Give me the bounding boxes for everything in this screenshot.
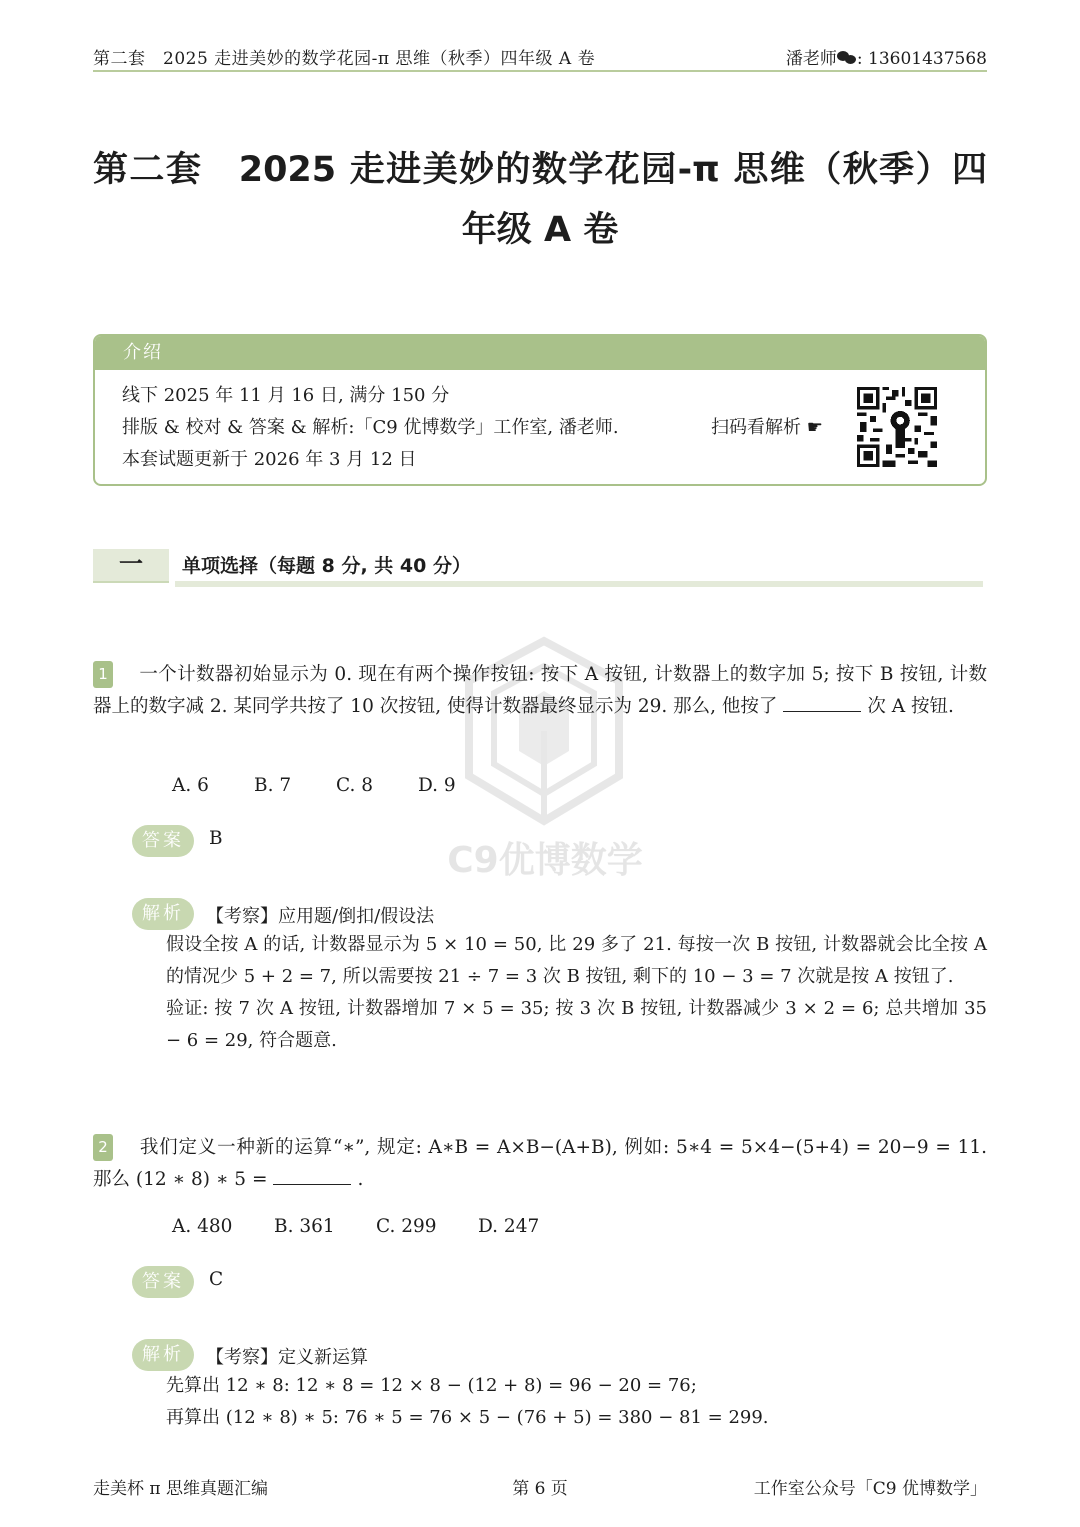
answer-value: C xyxy=(209,1269,224,1290)
analysis-paragraph: 验证: 按 7 次 A 按钮, 计数器增加 7 × 5 = 35; 按 3 次 B 按钮, 计数器减少 3 × 2 = 6; 总共增加 35 − 6 = 29, 符合题意. xyxy=(166,998,987,1051)
question-stem-end: 次 A 按钮. xyxy=(867,696,954,717)
footer-right: 工作室公众号「C9 优博数学」 xyxy=(753,1479,987,1499)
header-phone: : 13601437568 xyxy=(856,49,987,69)
analysis-paragraph: 假设全按 A 的话, 计数器显示为 5 × 10 = 50, 比 29 多了 21. 每按一次 B 按钮, 计数器就会比全按 A 的情况少 5 + 2 = 7, 所以需要按 21 ÷ 7 = 3 次 B 按钮, 剩下的 10 − 3 = 7 次就是按 A 按钮了. xyxy=(166,934,987,987)
analysis-topic: 【考察】应用题/倒扣/假设法 xyxy=(206,906,435,927)
analysis-paragraph: 先算出 12 ∗ 8: 12 ∗ 8 = 12 × 8 − (12 + 8) = 96 − 20 = 76; xyxy=(166,1375,697,1396)
option[interactable]: A. 6 xyxy=(172,775,209,796)
intro-body xyxy=(95,370,985,476)
footer-left: 走美杯 π 思维真题汇编 xyxy=(93,1479,268,1499)
answer-row-q1 xyxy=(132,825,223,857)
intro-label: 介绍 xyxy=(95,336,985,370)
header-teacher: 潘老师 xyxy=(785,49,837,69)
answer-row-q2 xyxy=(132,1266,224,1298)
analysis-paragraph: 再算出 (12 ∗ 8) ∗ 5: 76 ∗ 5 = 76 × 5 − (76 + 5) = 380 − 81 = 299. xyxy=(166,1407,769,1428)
section-title: 单项选择（每题 8 分, 共 40 分） xyxy=(182,555,471,577)
section-number: 一 xyxy=(93,549,169,583)
question-1 xyxy=(93,659,987,723)
intro-line: 本套试题更新于 2026 年 3 月 12 日 xyxy=(122,449,417,470)
option[interactable]: C. 8 xyxy=(336,775,374,796)
question-stem: 我们定义一种新的运算“∗”, 规定: A∗B = A×B−(A+B), 例如: 5∗4 = 5×4−(5+4) = 20−9 = 11. 那么 (12 ∗ 8) ∗ 5 = xyxy=(93,1137,987,1190)
analysis-body-q1 xyxy=(166,929,987,1057)
answer-label: 答案 xyxy=(132,825,194,857)
answer-blank xyxy=(783,694,861,712)
answer-blank xyxy=(273,1167,351,1185)
option[interactable]: A. 480 xyxy=(172,1216,233,1237)
qr-code-icon[interactable] xyxy=(857,387,937,467)
section-rule xyxy=(175,581,983,587)
analysis-label: 解析 xyxy=(132,1339,194,1371)
page-title-line-2: 年级 A 卷 xyxy=(461,210,619,250)
question-number: 2 xyxy=(93,1134,113,1161)
intro-line: 线下 2025 年 11 月 16 日, 满分 150 分 xyxy=(122,385,450,406)
running-header xyxy=(93,44,987,72)
answer-value: B xyxy=(209,828,223,849)
analysis-row-q1 xyxy=(132,898,987,930)
page-title xyxy=(93,140,987,260)
answer-label: 答案 xyxy=(132,1266,194,1298)
option[interactable]: B. 361 xyxy=(274,1216,335,1237)
wechat-icon xyxy=(837,51,857,65)
header-title: 第二套 2025 走进美妙的数学花园-π 思维（秋季）四年级 A 卷 xyxy=(93,49,596,69)
question-stem-end: . xyxy=(357,1169,364,1190)
header-contact xyxy=(786,44,987,69)
analysis-row-q2 xyxy=(132,1339,987,1371)
scan-label: 扫码看解析 ☛ xyxy=(711,417,823,438)
analysis-topic: 【考察】定义新运算 xyxy=(206,1347,368,1368)
question-stem: 一个计数器初始显示为 0. 现在有两个操作按钮: 按下 A 按钮, 计数器上的数字加 5; 按下 B 按钮, 计数器上的数字减 2. 某同学共按了 10 次按钮, 使得计数器最终显示为 29. 那么, 他按了 xyxy=(93,664,987,717)
page-title-line-1: 第二套 2025 走进美妙的数学花园-π 思维（秋季）四 xyxy=(93,150,987,190)
intro-line: 排版 & 校对 & 答案 & 解析:「C9 优博数学」工作室, 潘老师. xyxy=(122,417,619,438)
section-heading xyxy=(93,547,987,591)
watermark-text: C9优博数学 xyxy=(447,840,643,881)
options-q1 xyxy=(172,775,456,796)
analysis-label: 解析 xyxy=(132,898,194,930)
analysis-body-q2 xyxy=(166,1370,987,1434)
option[interactable]: C. 299 xyxy=(376,1216,437,1237)
intro-box xyxy=(93,334,987,486)
options-q2 xyxy=(172,1216,539,1237)
option[interactable]: D. 247 xyxy=(478,1216,540,1237)
question-2 xyxy=(93,1132,987,1196)
page-number: 第 6 页 xyxy=(512,1479,568,1499)
option[interactable]: B. 7 xyxy=(254,775,292,796)
option[interactable]: D. 9 xyxy=(418,775,456,796)
question-number: 1 xyxy=(93,661,113,688)
